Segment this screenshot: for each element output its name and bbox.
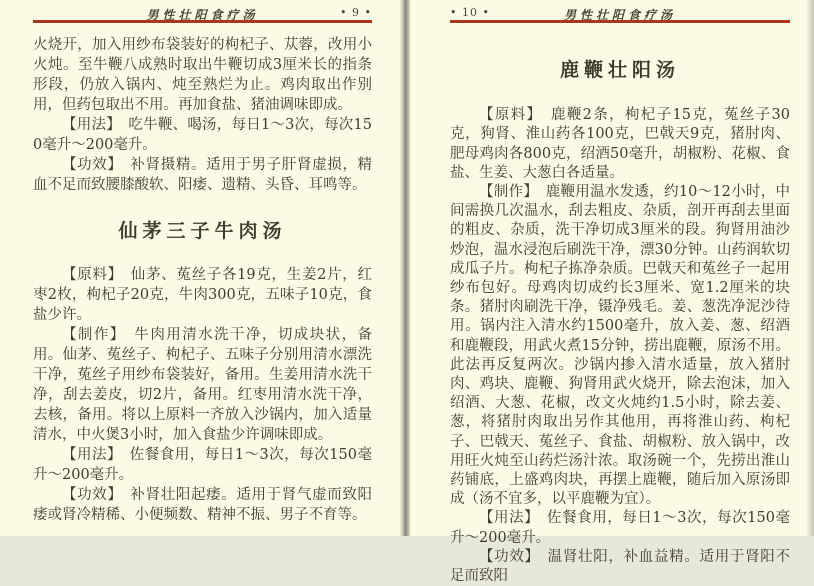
paragraph-effect: 【功效】 温肾壮阳，补血益精。适用于肾阳不足而致阳 — [450, 548, 790, 585]
right-page-content — [450, 0, 790, 586]
recipe-title-deer-whip-soup: 鹿鞭壮阳汤 — [559, 59, 680, 81]
left-page-body — [33, 23, 372, 525]
recipe-title-xianmao-sanzi-beef-soup: 仙茅三子牛肉汤 — [118, 220, 287, 242]
paragraph-ingredients: 【原料】 鹿鞭2条，枸杞子15克，菟丝子30克，狗肾、淮山药各100克，巴戟天9克，猪肘肉、肥母鸡肉各800克，绍酒50毫升，胡椒粉、花椒、食盐、生姜、大葱白各适量。 — [450, 107, 790, 181]
left-page-header — [33, 0, 372, 20]
paragraph-usage: 【用法】 佐餐食用，每日1～3次，每次150毫升～200毫升。 — [33, 447, 372, 483]
paragraph-usage: 【用法】 佐餐食用，每日1～3次，每次150毫升～200毫升。 — [450, 510, 790, 546]
page-number-right: • 10 • — [450, 6, 490, 19]
running-title-left: 男性壮阳食疗汤 — [146, 8, 259, 22]
paragraph-method: 【制作】 鹿鞭用温水发透，约10～12小时，中间需换几次温水，刮去粗皮、杂质，剖开再刮去里面的粗皮、杂质，洗干净切成3厘米的段。狗肾用油沙炒泡，温水浸泡后刷洗干净，漂30分钟。山药润软切成瓜子片。枸杞子拣净杂质。巴戟天和菟丝子一起用纱布包好。母鸡肉切成约长3厘米、宽1.2厘米的块条。猪肘肉刷洗干净，镊净残毛。姜、葱洗净泥沙待用。锅内注入清水约1500毫升，放入姜、葱、绍酒和鹿鞭段，用武火煮15分钟，捞出鹿鞭，原汤不用。此法再反复两次。沙锅内掺入清水适量，放入猪肘肉、鸡块、鹿鞭、狗肾用武火烧开，除去泡沫，加入绍酒、大葱、花椒，改文火炖约1.5小时，除去姜、葱，将猪肘肉取出另作其他用，再将淮山药、枸杞子、巴戟天、菟丝子、食盐、胡椒粉、放入锅中，改用旺火炖至山药烂汤汁浓。取汤碗一个，先捞出淮山药铺底，上盛鸡肉块，再摆上鹿鞭，随后加入原汤即成（汤不宜多，以平鹿鞭为宜）。 — [450, 184, 790, 508]
page-number-left: • 9 • — [340, 6, 372, 19]
right-page — [410, 0, 814, 585]
right-page-body — [450, 23, 790, 586]
left-page — [0, 0, 403, 536]
left-page-content — [33, 0, 372, 525]
running-title-right: 男性壮阳食疗汤 — [563, 8, 676, 22]
paragraph-effect: 【功效】 补肾壮阳起痿。适用于肾气虚而致阳痿或肾冷精稀、小便频数、精神不振、男子不育等。 — [33, 487, 372, 523]
paragraph-method: 【制作】 牛肉用清水洗干净，切成块状，备用。仙茅、菟丝子、枸杞子、五味子分别用清水漂洗干净，菟丝子用纱布袋装好，备用。生姜用清水洗干净，刮去姜皮，切2片，备用。红枣用清水洗干净，去核，备用。将以上原料一齐放入沙锅内，加入适量清水，中火煲3小时，加入食盐少许调味即成。 — [33, 327, 372, 443]
right-page-header — [450, 0, 790, 20]
page-edge-shadow — [806, 0, 814, 536]
paragraph-ingredients: 【原料】 仙茅、菟丝子各19克，生姜2片，红枣2枚，枸杞子20克，牛肉300克，五味子10克，食盐少许。 — [33, 267, 372, 323]
paragraph-effect: 【功效】 补肾摄精。适用于男子肝肾虚损，精血不足而致腰膝酸软、阳痿、遗精、头昏、耳鸣等。 — [33, 157, 372, 193]
paragraph-continuation: 火烧开，加入用纱布袋装好的枸杞子、苁蓉，改用小火炖。至牛鞭八成熟时取出牛鞭切成3厘米长的指条形段，仍放入锅内、炖至熟烂为止。鸡肉取出作别用，但药包取出不用。再加食盐、猪油调味即成。 — [33, 37, 372, 113]
paragraph-usage: 【用法】 吃牛鞭、喝汤，每日1～3次，每次150毫升～200毫升。 — [33, 117, 372, 153]
